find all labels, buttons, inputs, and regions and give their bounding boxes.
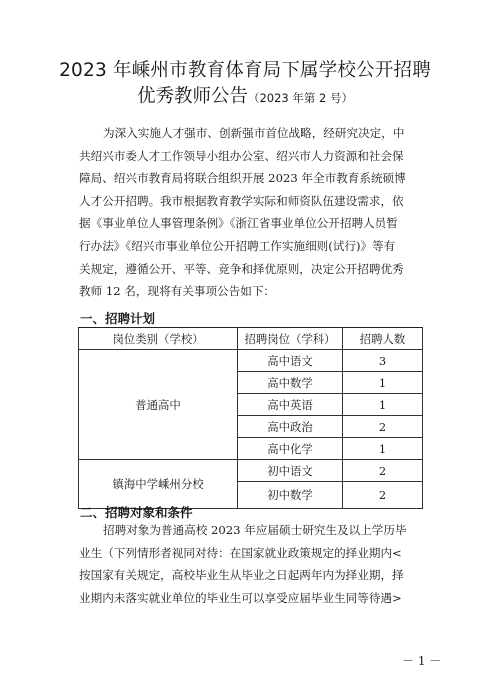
subject-cell: 高中英语 bbox=[238, 394, 343, 416]
intro-line: 障局、绍兴市教育局将联合组织开展 2023 年全市教育系统硕博 bbox=[79, 171, 406, 186]
count-cell: 1 bbox=[342, 438, 422, 460]
title-main: 优秀教师公告 bbox=[136, 86, 248, 107]
title-line-1: 2023 年嵊州市教育体育局下属学校公开招聘 bbox=[59, 60, 431, 81]
table-header-row bbox=[79, 328, 423, 350]
intro-line: 教师 12 名，现将有关事项公告如下： bbox=[79, 284, 276, 299]
section-heading-requirements: 二、招聘对象和条件 bbox=[80, 505, 193, 520]
count-cell: 2 bbox=[342, 416, 422, 438]
title-line-2 bbox=[0, 82, 490, 108]
subject-cell: 初中语文 bbox=[238, 460, 343, 482]
school-cell: 镇海中学嵊州分校 bbox=[79, 460, 238, 509]
subject-cell: 初中数学 bbox=[238, 482, 343, 509]
subject-cell: 高中语文 bbox=[238, 350, 343, 372]
count-cell: 2 bbox=[342, 460, 422, 482]
count-cell: 2 bbox=[342, 482, 422, 509]
page-number: － 1 － bbox=[402, 654, 442, 668]
intro-line: 行办法》《绍兴市事业单位公开招聘工作实施细则(试行)》等有 bbox=[79, 238, 396, 253]
requirements-paragraph bbox=[79, 519, 415, 609]
recruitment-plan-table bbox=[78, 327, 423, 509]
intro-line: 人才公开招聘。我市根据教育教学实际和师资队伍建设需求，依 bbox=[79, 193, 404, 208]
intro-line: 关规定，遵循公开、平等、竞争和择优原则，决定公开招聘优秀 bbox=[79, 261, 404, 276]
school-cell: 普通高中 bbox=[79, 350, 238, 460]
subject-cell: 高中化学 bbox=[238, 438, 343, 460]
table-header-cell: 招聘岗位（学科） bbox=[238, 328, 343, 350]
subject-cell: 高中数学 bbox=[238, 372, 343, 394]
requirements-line: 业期内未落实就业单位的毕业生可以享受应届毕业生同等待遇> bbox=[79, 590, 402, 605]
requirements-line: 按国家有关规定，高校毕业生从毕业之日起两年内为择业期，择 bbox=[79, 568, 404, 583]
count-cell: 3 bbox=[342, 350, 422, 372]
intro-line: 为深入实施人才强市、创新强市首位战略，经研究决定，中 bbox=[103, 126, 405, 140]
section-heading-plan: 一、招聘计划 bbox=[80, 311, 156, 326]
subject-cell: 高中政治 bbox=[238, 416, 343, 438]
count-cell: 1 bbox=[342, 394, 422, 416]
table-row bbox=[79, 350, 423, 372]
requirements-line: 业生（下列情形者视同对待：在国家就业政策规定的择业期内< bbox=[79, 545, 402, 560]
requirements-line: 招聘对象为普通高校 2023 年应届硕士研究生及以上学历毕 bbox=[103, 523, 407, 537]
intro-line: 共绍兴市委人才工作领导小组办公室、绍兴市人力资源和社会保 bbox=[79, 148, 404, 163]
title-issue-number: （2023 年第 2 号） bbox=[247, 91, 354, 105]
table-row bbox=[79, 460, 423, 482]
intro-line: 据《事业单位人事管理条例》《浙江省事业单位公开招聘人员暂 bbox=[79, 216, 398, 231]
count-cell: 1 bbox=[342, 372, 422, 394]
intro-paragraph bbox=[79, 122, 415, 303]
table-header-cell: 岗位类别（学校） bbox=[79, 328, 238, 350]
table-header-cell: 招聘人数 bbox=[342, 328, 422, 350]
